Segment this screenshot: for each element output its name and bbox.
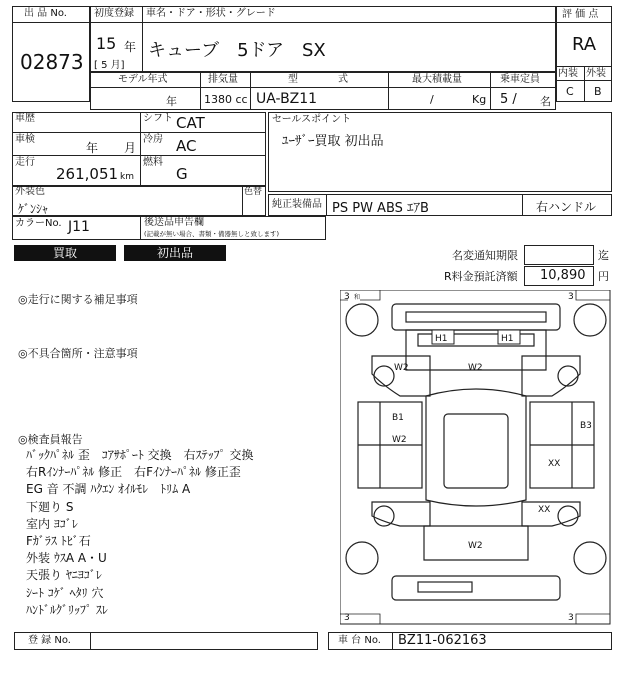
shift: CAT — [176, 114, 205, 132]
equipment-label: 純正装備品 — [272, 199, 322, 210]
inspector-report-line: EG 音 不調 ﾊｸｴﾝ ｵｲﾙﾓﾚ ﾄﾘﾑ A — [26, 482, 191, 497]
chassis-number-label: 車 台 No. — [338, 635, 381, 646]
inspector-report-line: 右Rｲﾝﾅｰﾊﾟﾈﾙ 修正 右Fｲﾝﾅｰﾊﾟﾈﾙ 修正歪 — [26, 465, 241, 480]
first-registration-label: 初度登録 — [94, 8, 134, 19]
recycle-fee-label: R料金預託済額 — [444, 270, 518, 283]
displacement: 1380 cc — [204, 93, 248, 106]
first-registration-year: 15 — [96, 34, 117, 53]
inspector-report-line: ﾊﾝﾄﾞﾙｸﾞﾘｯﾌﾟ ｽﾚ — [26, 602, 108, 617]
first-registration-month: [ 5 月] — [94, 60, 125, 71]
documents-label: 後送品申告欄 — [144, 217, 204, 228]
sales-point-label: セールスポイント — [272, 114, 352, 125]
mark-w2-rear: W2 — [468, 541, 483, 551]
rating-label: 評 価 点 — [562, 9, 599, 20]
fuel: G — [176, 165, 188, 183]
model-code: UA-BZ11 — [256, 91, 318, 107]
mark-xx-right-rear-door: XX — [548, 459, 561, 469]
recycle-fee: 10,890 — [540, 268, 586, 283]
equipment: PS PW ABS ｴｱB — [332, 201, 429, 216]
mark-xx-right-rear-fender: XX — [538, 505, 551, 515]
inspection-month: 月 — [124, 141, 137, 155]
model-year-unit: 年 — [166, 95, 177, 108]
car-damage-diagram — [340, 290, 612, 626]
wheel-rear-right — [574, 542, 606, 574]
inspector-report-line: 下廻り S — [26, 499, 74, 514]
mileage-label: 走行 — [15, 157, 35, 168]
capacity-label: 乗車定員 — [500, 74, 540, 85]
mark-w2-front-door: W2 — [392, 435, 407, 445]
cooling-label: 冷房 — [143, 134, 163, 145]
color-number-label: カラーNo. — [15, 218, 62, 229]
mark-h1-right: H1 — [501, 334, 514, 344]
tag-buyback: 買取 — [14, 245, 116, 261]
mark-b3-right-side: B3 — [580, 421, 592, 431]
inspector-report-line: ﾊﾞｯｸﾊﾟﾈﾙ 歪 ｺｱｻﾎﾟｰﾄ 交換 右ｽﾃｯﾌﾟ 交換 — [26, 448, 254, 462]
inspector-report-title: ◎検査員報告 — [18, 433, 83, 446]
capacity-unit: 名 — [540, 95, 551, 108]
mark-w2-hood: W2 — [468, 363, 483, 373]
wheel-front-left — [346, 304, 378, 336]
deadline-unit: 迄 — [598, 249, 609, 262]
corner-label-bottom-left: 3 — [344, 613, 350, 623]
lot-number-label: 出 品 No. — [24, 8, 67, 19]
fuel-label: 燃料 — [143, 157, 163, 168]
inspection-label: 車検 — [15, 134, 35, 145]
corner-label-bottom-right: 3 — [568, 613, 574, 623]
model-year-label: モデル年式 — [118, 74, 168, 85]
year-unit: 年 — [124, 40, 137, 54]
max-load-unit: Kg — [472, 93, 487, 106]
max-load-label: 最大積載量 — [412, 74, 462, 85]
interior-grade: C — [566, 85, 574, 98]
exterior-color-label: 外装色 — [15, 186, 45, 197]
inspector-report-line: 天張り ﾔﾆﾖｺﾞﾚ — [26, 568, 102, 583]
inspector-report-line: 外装 ｳｽA A・U — [26, 551, 107, 566]
mark-b1-front-door: B1 — [392, 413, 404, 423]
capacity: 5 / — [500, 92, 517, 107]
exterior-grade: B — [594, 85, 602, 98]
wheel-front-right — [574, 304, 606, 336]
recycle-fee-unit: 円 — [598, 270, 609, 283]
name-change-deadline-label: 名変通知期限 — [452, 249, 518, 262]
interior-label: 内装 — [558, 68, 578, 79]
displacement-label: 排気量 — [208, 74, 238, 85]
shift-label: シフト — [143, 113, 173, 124]
inspector-report-line: ｼｰﾄ ｺｹﾞ ﾍﾀﾘ 穴 — [26, 585, 104, 600]
cooling: AC — [176, 137, 197, 155]
mark-w2-front-fender: W2 — [394, 363, 409, 373]
color-number: J11 — [68, 219, 90, 235]
corner-label-top-left: 3 — [344, 292, 350, 302]
chassis-number: BZ11-062163 — [398, 633, 487, 648]
defects-notes-title: ◎不具合箇所・注意事項 — [18, 347, 138, 360]
documents-note: (記載が無い場合、書類・備器無しと致します) — [144, 230, 280, 238]
history-label: 車歴 — [15, 113, 35, 124]
wheel-rear-left — [346, 542, 378, 574]
corner-label-top-left-sub: 和 — [354, 294, 361, 301]
name-change-deadline-box — [524, 245, 594, 265]
mark-h1-left: H1 — [435, 334, 448, 344]
inspector-report-line: Fｶﾞﾗｽ ﾄﾋﾞ石 — [26, 534, 91, 548]
sales-point: ﾕｰｻﾞｰ買取 初出品 — [282, 134, 384, 149]
mileage-unit: km — [120, 172, 134, 182]
rating-score: RA — [572, 34, 597, 55]
model-code-label: 型 式 — [288, 74, 348, 85]
corner-label-top-right: 3 — [568, 292, 574, 302]
mileage: 261,051 — [56, 165, 119, 183]
lot-number: 02873 — [20, 50, 84, 74]
registration-number-label: 登 録 No. — [28, 635, 71, 646]
tag-first-listing: 初出品 — [124, 245, 226, 261]
exterior-label: 外装 — [586, 68, 606, 79]
car-name-label: 車名・ドア・形状・グレード — [146, 8, 276, 19]
steering-side: 右ハンドル — [536, 200, 597, 214]
inspector-report-line: 室内 ﾖｺﾞﾚ — [26, 516, 78, 531]
car-name: キューブ 5ドア SX — [148, 40, 326, 61]
car-outline — [346, 304, 606, 600]
inspection-year: 年 — [86, 141, 99, 155]
exterior-color: ｹﾞﾝｼｬ — [18, 202, 49, 216]
color-change-label: 色替 — [244, 187, 263, 197]
driving-notes-title: ◎走行に関する補足事項 — [18, 293, 138, 306]
max-load: / — [430, 93, 434, 106]
